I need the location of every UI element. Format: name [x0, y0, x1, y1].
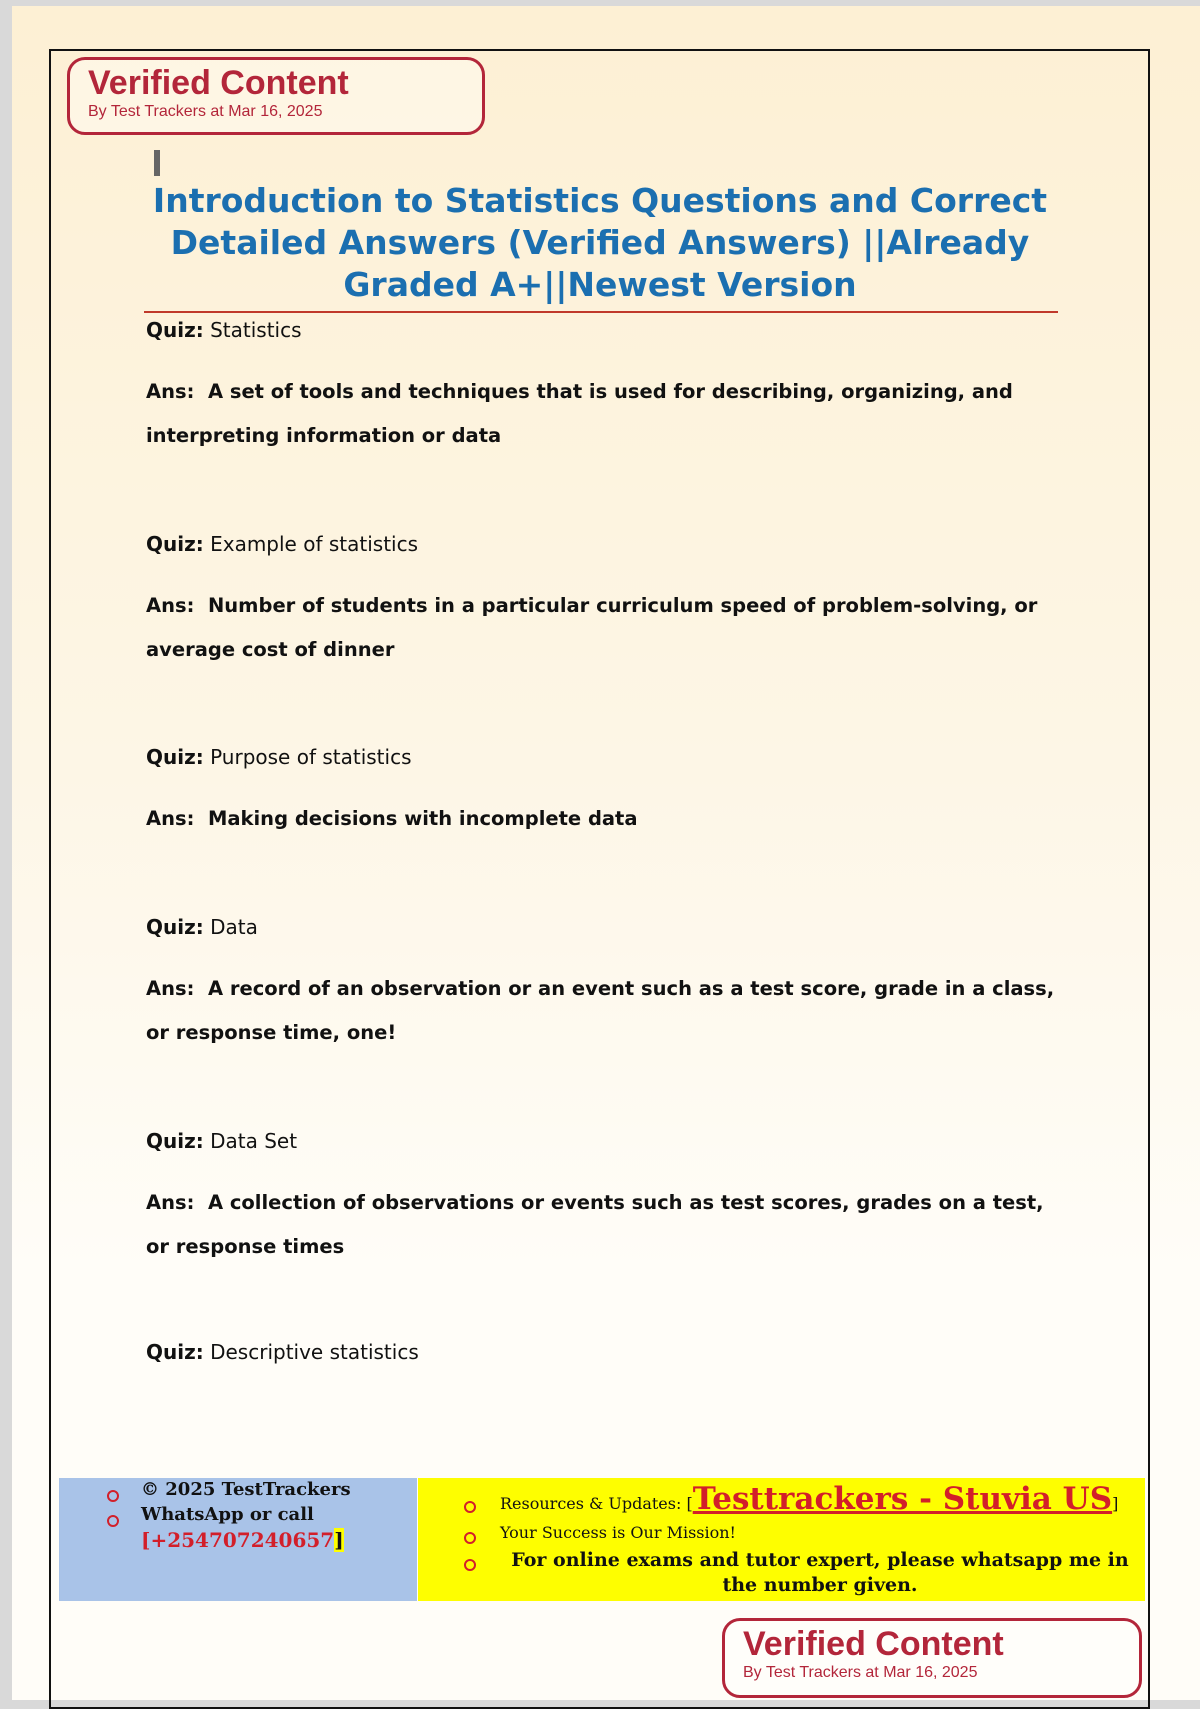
mission-text: Your Success is Our Mission! — [500, 1523, 736, 1542]
phone-line: [+254707240657] — [141, 1528, 344, 1552]
stamp-title: Verified Content — [88, 64, 349, 102]
footer-info-panel — [418, 1478, 1145, 1601]
qa-item — [146, 1338, 1066, 1366]
quiz-label: Quiz: — [146, 318, 204, 342]
answer-text: Making decisions with incomplete data — [207, 807, 638, 830]
answer-line — [146, 797, 1066, 841]
title-underline — [144, 311, 1058, 313]
text-cursor-icon — [154, 150, 160, 176]
answer-label: Ans: — [146, 1191, 195, 1214]
qa-item — [146, 530, 1066, 661]
quiz-text: Purpose of statistics — [210, 745, 412, 769]
qa-item — [146, 1127, 1066, 1258]
qa-item — [146, 913, 1066, 1044]
answer-line — [146, 584, 1066, 672]
answer-label: Ans: — [146, 807, 195, 830]
quiz-line — [146, 1338, 1066, 1366]
qa-item — [146, 316, 1066, 447]
answer-text: A collection of observations or events such as test scores, grades on a test, or response times — [146, 1191, 1044, 1258]
whatsapp-label: WhatsApp or call — [141, 1504, 314, 1525]
answer-text: Number of students in a particular curriculum speed of problem-solving, or average cost of dinner — [146, 594, 1038, 661]
copyright-text: © 2025 TestTrackers — [141, 1479, 351, 1500]
bullet-icon — [107, 1515, 119, 1527]
quiz-line — [146, 316, 1066, 344]
quiz-text: Data Set — [210, 1129, 298, 1153]
answer-text: A record of an observation or an event such as a test score, grade in a class, or response time, one! — [146, 977, 1055, 1044]
quiz-text: Example of statistics — [210, 532, 419, 556]
quiz-label: Quiz: — [146, 1129, 204, 1153]
quiz-line — [146, 530, 1066, 558]
answer-line — [146, 1181, 1066, 1269]
quiz-label: Quiz: — [146, 1340, 204, 1364]
quiz-label: Quiz: — [146, 915, 204, 939]
quiz-line — [146, 1127, 1066, 1155]
footer-contact-panel — [59, 1478, 417, 1601]
tutor-note: For online exams and tutor expert, please whatsapp me in the number given. — [511, 1549, 1129, 1596]
bullet-icon — [464, 1532, 476, 1544]
answer-label: Ans: — [146, 380, 195, 403]
stuvia-link[interactable]: Testtrackers - Stuvia US — [692, 1481, 1113, 1517]
answer-line — [146, 370, 1066, 458]
bullet-icon — [464, 1559, 476, 1571]
answer-label: Ans: — [146, 977, 195, 1000]
bullet-icon — [464, 1501, 476, 1513]
quiz-label: Quiz: — [146, 532, 204, 556]
verified-stamp-top — [67, 57, 485, 135]
resources-label: Resources & Updates: — [500, 1494, 682, 1513]
quiz-label: Quiz: — [146, 745, 204, 769]
answer-label: Ans: — [146, 594, 195, 617]
quiz-text: Data — [210, 915, 258, 939]
stamp-title: Verified Content — [743, 1625, 1004, 1663]
stamp-subtitle: By Test Trackers at Mar 16, 2025 — [88, 103, 323, 120]
qa-item — [146, 743, 1066, 830]
answer-line — [146, 967, 1066, 1055]
quiz-text: Descriptive statistics — [210, 1340, 419, 1364]
verified-stamp-bottom — [722, 1618, 1142, 1698]
document-title: Introduction to Statistics Questions and Correct Detailed Answers (Verified Answers) ||Already Graded A+||Newest Version — [152, 181, 1048, 304]
quiz-line — [146, 913, 1066, 941]
quiz-line — [146, 743, 1066, 771]
quiz-text: Statistics — [210, 318, 302, 342]
stamp-subtitle: By Test Trackers at Mar 16, 2025 — [743, 1664, 978, 1681]
phone-number[interactable]: +254707240657 — [150, 1528, 335, 1552]
resources-line: Resources & Updates: [Testtrackers - Stuvia US] — [500, 1481, 1119, 1517]
answer-text: A set of tools and techniques that is used for describing, organizing, and interpreting information or data — [146, 380, 1013, 447]
bullet-icon — [107, 1490, 119, 1502]
